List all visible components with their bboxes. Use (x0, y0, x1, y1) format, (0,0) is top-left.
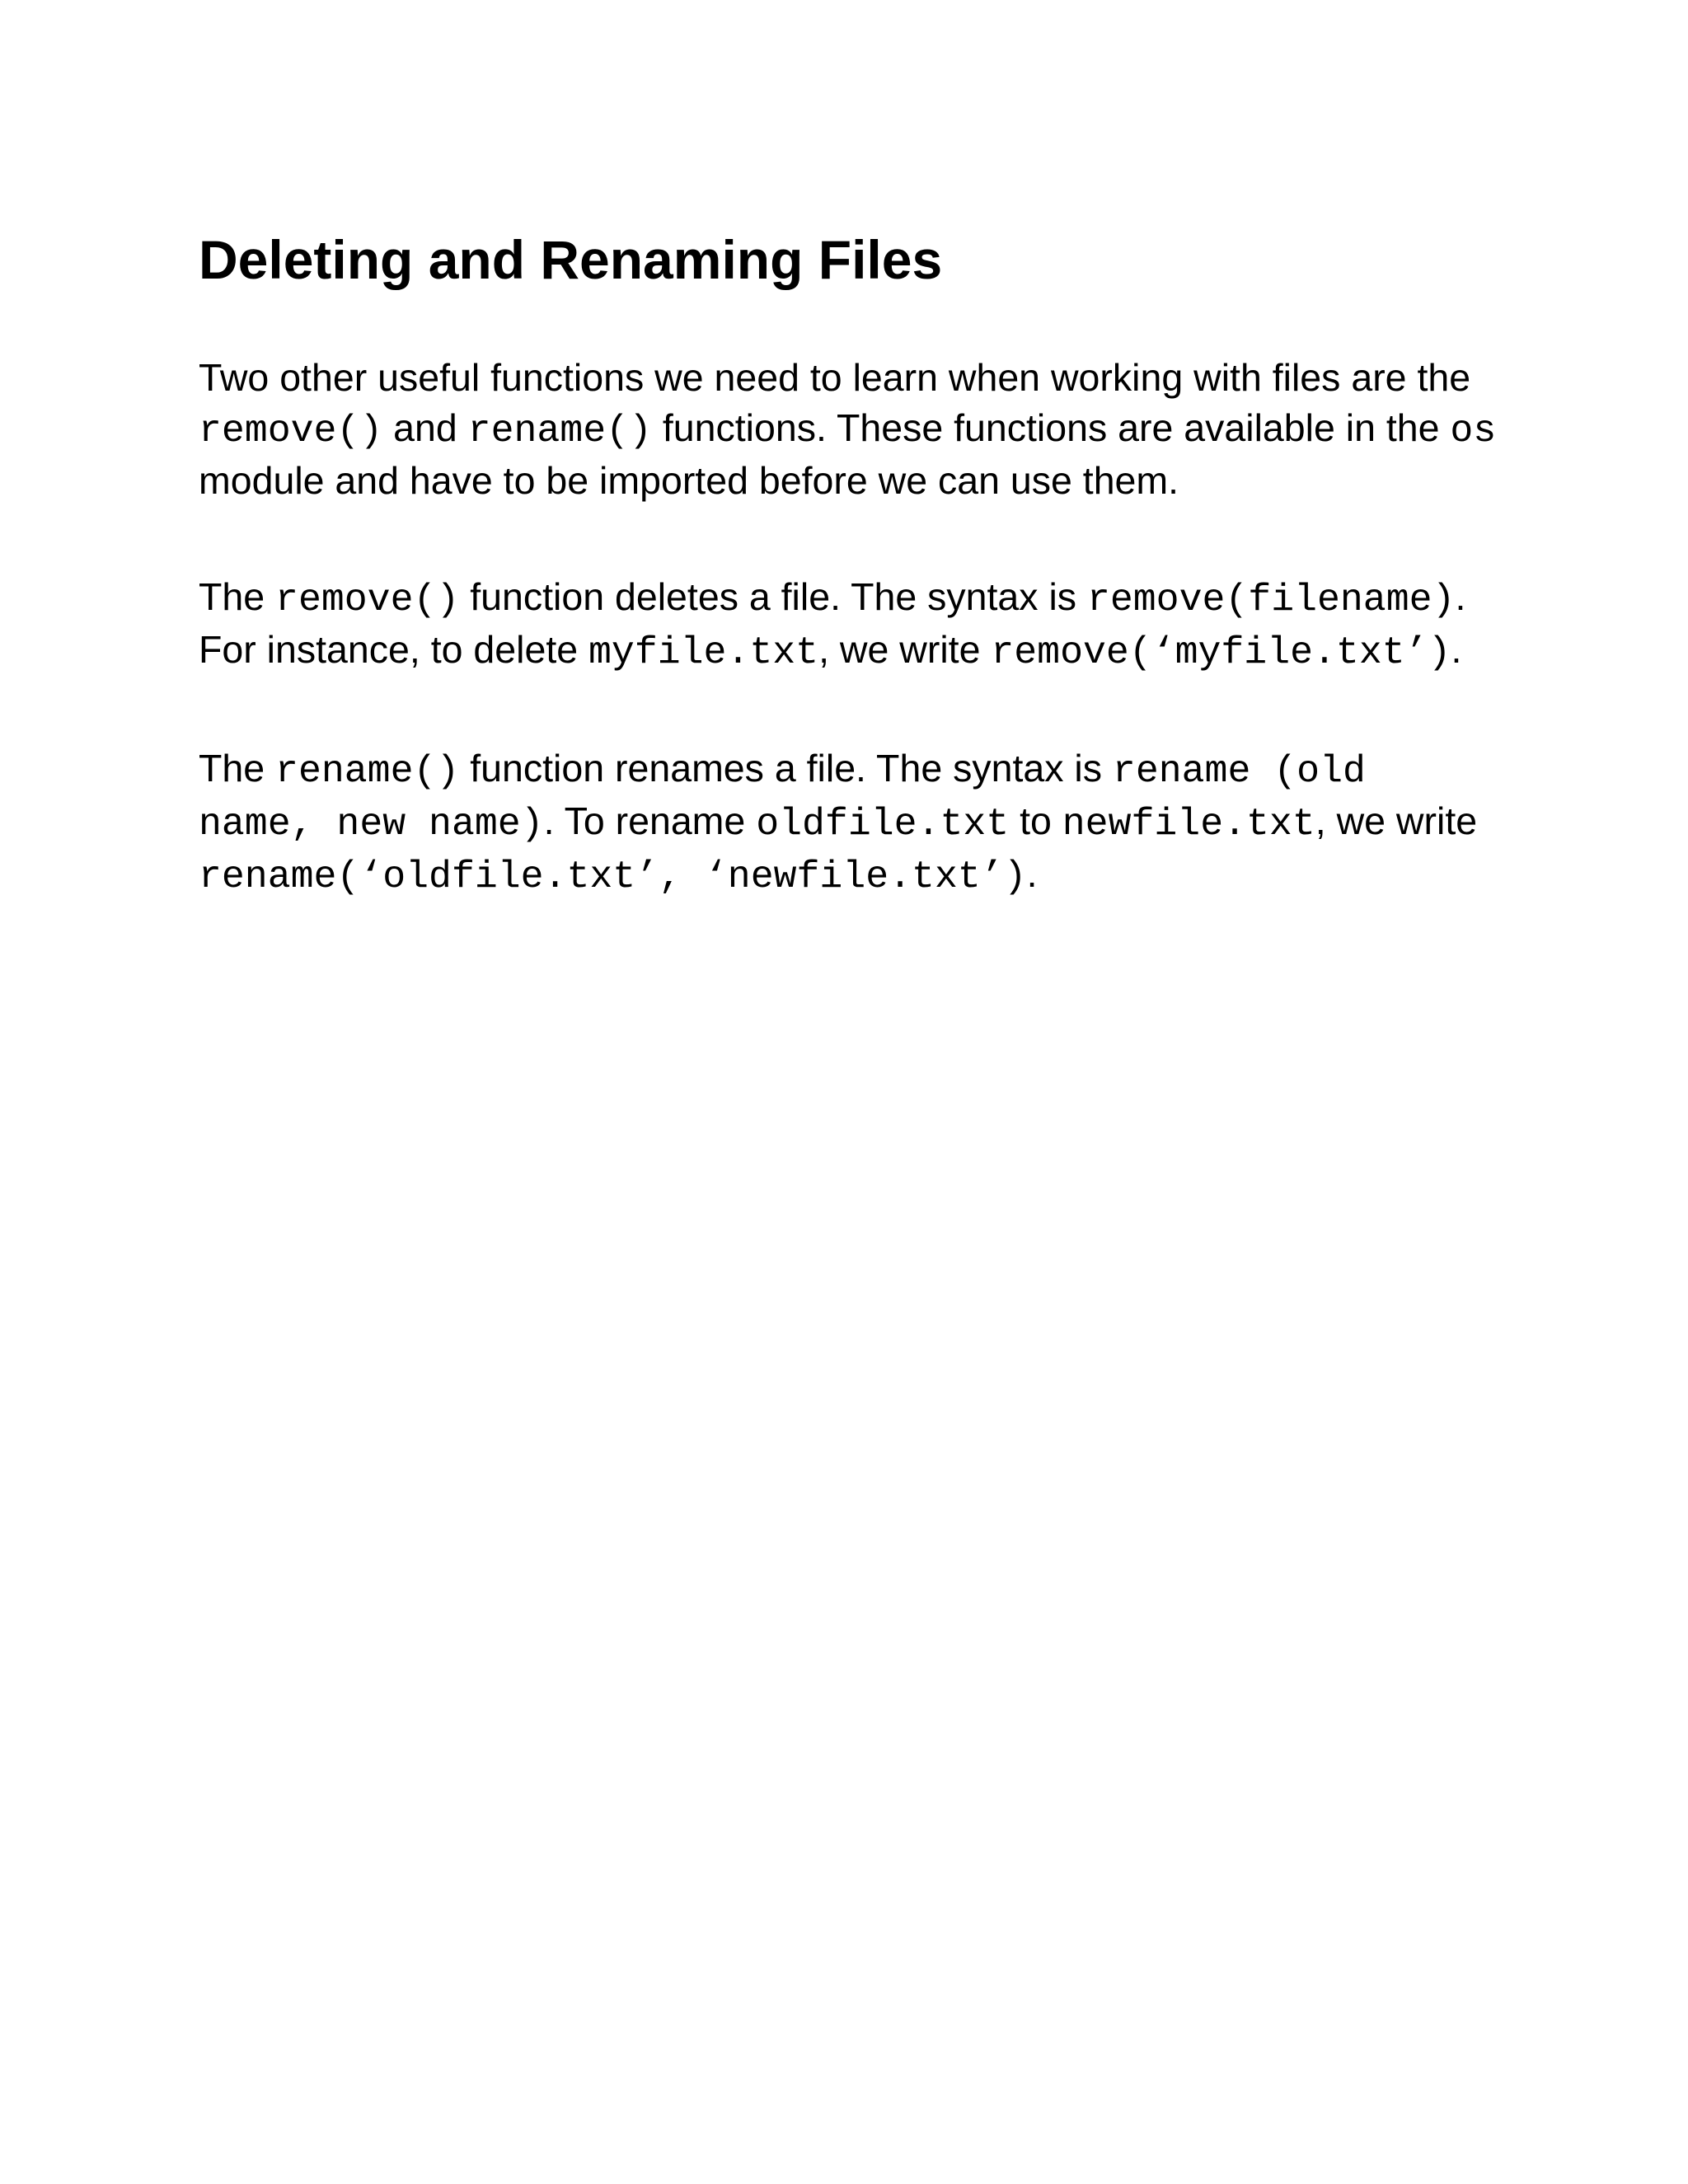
document-body (199, 223, 1501, 902)
text-run: . To rename (543, 799, 757, 842)
text-run: , we write (1315, 799, 1478, 842)
text-run: , we write (818, 628, 992, 671)
text-run: The (199, 575, 276, 618)
code-remove-syntax: remove(filename) (1086, 578, 1456, 621)
code-rename: rename() (275, 749, 460, 793)
text-run: Two other useful functions we need to learn when working with files are the (199, 356, 1471, 399)
intro-paragraph (199, 353, 1501, 506)
code-filename: myfile.txt (588, 630, 819, 674)
code-os: os (1450, 409, 1497, 452)
code-old-filename: oldfile.txt (756, 802, 1010, 846)
text-run: function deletes a file. The syntax is (459, 575, 1087, 618)
text-run: . For instance, to delete (199, 575, 1466, 671)
text-run: The (199, 747, 276, 790)
text-run: . (1451, 628, 1462, 671)
code-new-filename: newfile.txt (1062, 802, 1315, 846)
code-rename-syntax: rename (old name, new name) (199, 749, 1366, 846)
text-run: to (1009, 799, 1062, 842)
rename-paragraph (199, 743, 1501, 902)
text-run: . (1026, 852, 1038, 895)
page-title: Deleting and Renaming Files (199, 229, 943, 290)
code-rename-example: rename(‘oldfile.txt’, ‘newfile.txt’) (199, 855, 1027, 898)
remove-paragraph (199, 572, 1501, 677)
text-run: functions. These functions are available in the (651, 406, 1451, 449)
text-run: function renames a file. The syntax is (459, 747, 1113, 790)
text-run: module and have to be imported before we can use them. (199, 459, 1179, 502)
text-run: and (382, 406, 468, 449)
code-rename: rename() (467, 409, 652, 452)
code-remove: remove() (199, 409, 383, 452)
code-remove: remove() (275, 578, 460, 621)
code-remove-example: remove(‘myfile.txt’) (991, 630, 1451, 674)
